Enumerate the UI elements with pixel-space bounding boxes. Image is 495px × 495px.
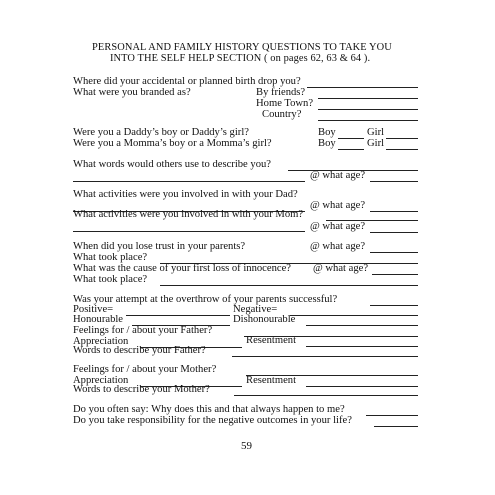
question-branded: What were you branded as? xyxy=(73,87,191,98)
label-resentment-mother: Resentment xyxy=(246,375,297,386)
label-at-age-innocence: @ what age? xyxy=(313,263,369,274)
answer-line-responsibility[interactable] xyxy=(374,426,418,427)
question-why-happen: Do you often say: Why does this and that always happen to me? xyxy=(73,404,345,415)
question-dad-activities: What activities were you involved in with your Dad? xyxy=(73,189,298,200)
answer-line-describe-2[interactable] xyxy=(73,181,305,182)
answer-line-dishonourable[interactable] xyxy=(306,325,418,326)
question-feel-father: Feelings for / about your Father? xyxy=(73,325,213,336)
answer-line-words-mother[interactable] xyxy=(234,395,418,396)
answer-line-resentment-father[interactable] xyxy=(306,346,418,347)
label-at-age-mom: @ what age? xyxy=(310,221,366,232)
label-positive: Positive= xyxy=(73,304,114,315)
answer-line-country[interactable] xyxy=(318,120,418,121)
label-at-age-describe: @ what age? xyxy=(310,170,366,181)
answer-line-age-dad[interactable] xyxy=(370,211,418,212)
answer-line-age-innocence[interactable] xyxy=(372,274,418,275)
label-honourable: Honourable xyxy=(73,314,124,325)
question-responsibility: Do you take responsibility for the negative outcomes in your life? xyxy=(73,415,352,426)
label-by-friends: By friends? xyxy=(256,87,306,98)
answer-line-age-trust[interactable] xyxy=(370,252,418,253)
label-dishonourable: Dishonourable xyxy=(233,314,296,325)
question-feel-mother: Feelings for / about your Mother? xyxy=(73,364,217,375)
question-innocence: What was the cause of your first loss of innocence? xyxy=(73,263,291,274)
question-lose-trust: When did you lose trust in your parents? xyxy=(73,241,246,252)
answer-line-birth[interactable] xyxy=(307,87,418,88)
label-home-town: Home Town? xyxy=(256,98,314,109)
label-girl-2: Girl xyxy=(367,138,385,149)
question-birth: Where did your accidental or planned birth drop you? xyxy=(73,76,301,87)
answer-line-negative[interactable] xyxy=(290,315,418,316)
answer-line-overthrow[interactable] xyxy=(370,305,418,306)
label-at-age-dad: @ what age? xyxy=(310,200,366,211)
question-momma: Were you a Momma’s boy or a Momma’s girl? xyxy=(73,138,272,149)
question-mom-activities: What activities were you involved in with your Mom? xyxy=(73,209,304,220)
question-daddy: Were you a Daddy’s boy or Daddy’s girl? xyxy=(73,127,249,138)
label-at-age-trust: @ what age? xyxy=(310,241,366,252)
answer-line-resentment-mother[interactable] xyxy=(306,386,418,387)
title-line-1: PERSONAL AND FAMILY HISTORY QUESTIONS TO TAKE YOU xyxy=(92,42,392,53)
label-boy-2: Boy xyxy=(318,138,336,149)
answer-line-girl-1[interactable] xyxy=(386,138,418,139)
label-country: Country? xyxy=(262,109,302,120)
answer-line-by-friends[interactable] xyxy=(318,98,418,99)
page-number: 59 xyxy=(241,440,252,452)
question-overthrow: Was your attempt at the overthrow of your parents successful? xyxy=(73,294,338,305)
question-words-father: Words to describe your Father? xyxy=(73,345,206,356)
answer-line-girl-2[interactable] xyxy=(386,149,418,150)
answer-line-age-mom[interactable] xyxy=(370,232,418,233)
answer-line-boy-2[interactable] xyxy=(338,149,364,150)
label-resentment-father: Resentment xyxy=(246,335,297,346)
answer-line-words-father[interactable] xyxy=(232,356,418,357)
label-negative: Negative= xyxy=(233,304,278,315)
answer-line-why-happen[interactable] xyxy=(366,415,418,416)
title-line-2: INTO THE SELF HELP SECTION ( on pages 62, 63 & 64 ). xyxy=(110,53,371,64)
label-girl-1: Girl xyxy=(367,127,385,138)
answer-line-home-town[interactable] xyxy=(318,109,418,110)
question-took-place-1: What took place? xyxy=(73,252,148,263)
answer-line-positive[interactable] xyxy=(126,315,230,316)
label-appreciation-mother: Appreciation xyxy=(73,375,129,386)
label-appreciation-father: Appreciation xyxy=(73,336,129,347)
question-words-mother: Words to describe your Mother? xyxy=(73,384,210,395)
answer-line-mom-activities-2[interactable] xyxy=(73,231,305,232)
answer-line-took-place-2[interactable] xyxy=(160,285,418,286)
answer-line-age-describe[interactable] xyxy=(370,181,418,182)
label-boy-1: Boy xyxy=(318,127,336,138)
answer-line-boy-1[interactable] xyxy=(338,138,364,139)
question-took-place-2: What took place? xyxy=(73,274,148,285)
question-describe: What words would others use to describe you? xyxy=(73,159,271,170)
